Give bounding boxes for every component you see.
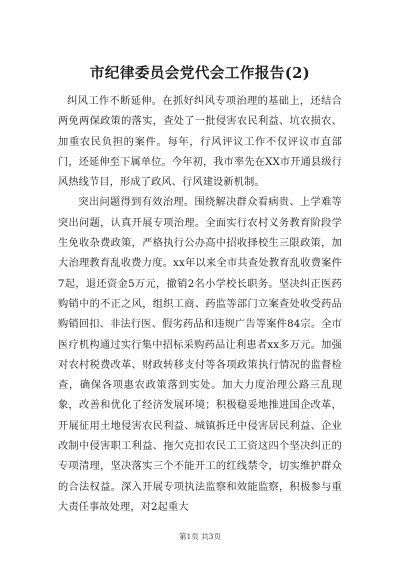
document-title: 市纪律委员会党代会工作报告(2) <box>89 65 311 82</box>
page-footer: 第1页 共3页 <box>179 532 221 541</box>
paragraph-2: 突出问题得到有效治理。围绕解决群众看病贵、上学难等突出问题，认真开展专项治理。全面实行农村义务教育阶段学生免收杂费政策，严格执行公办高中招收择校生三限政策，加大治理教育乱收费力度。xx年以来全市共查处教育乱收费案件7起，退还资金5万元，撤销2名小学校长职务。坚决纠正医药购销中的不正之风，组织工商、药监等部门立案查处收受药品购销回扣、非法行医、假劣药品和违规广告等案件84宗。全市医疗机构通过实行集中招标采购药品让利患者xx多万元。加强对农村税费改革、财政转移支付等各项政策执行情况的监督检查，确保各项惠农政策落到实处。加大力度治理公路三乱现象，改善和优化了经济发展环境；积极稳妥地推进国企改革，开展征用土地侵害农民利益、城镇拆迁中侵害居民利益、企业改制中侵害职工利益、拖欠克扣农民工工资这四个坚决纠正的专项清理，坚决落实三个不能开工的红线禁令，切实维护群众的合法权益。深入开展专项执法监察和效能监察，积极参与重大责任事故处理，对2起重大 <box>58 197 342 513</box>
paragraph-1: 纠风工作不断延伸。在抓好纠风专项治理的基础上，还结合两免两保政策的落实，查处了一批侵害农民利益、坑农损农、加重农民负担的案件。每年，行风评议工作不仅评议市直部门，还延伸至下属单位。今年初，我市率先在XX市开通县级行风热线节目，形成了政风、行风建设新机制。 <box>58 96 342 189</box>
document-body <box>58 92 342 518</box>
